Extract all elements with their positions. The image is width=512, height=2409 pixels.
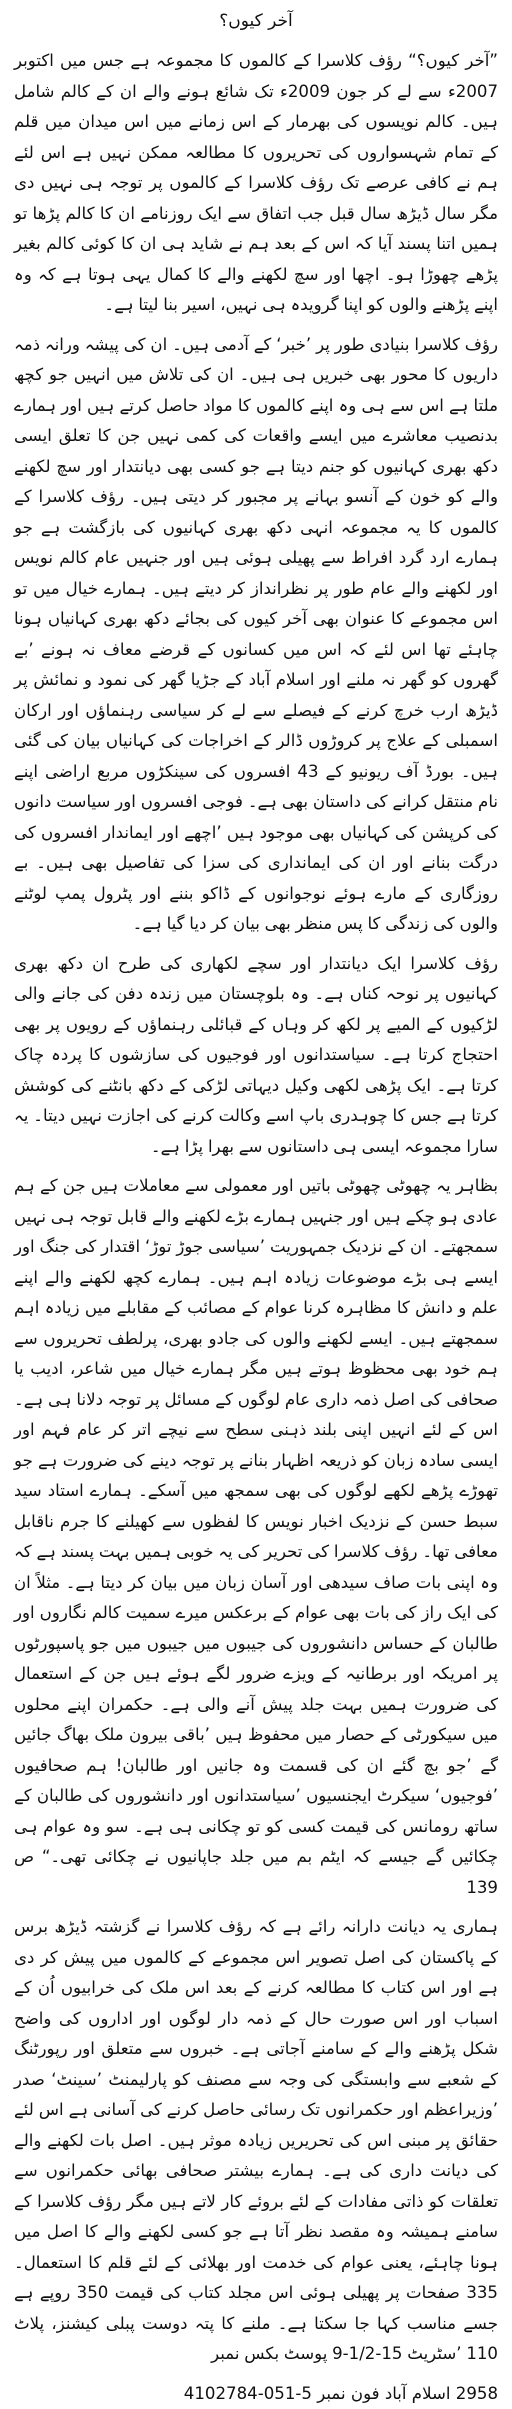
publisher-contact-line: 2958 اسلام آباد فون نمبر 5-051-4102784 bbox=[14, 2379, 498, 2409]
paragraph-honest-writer: رؤف کلاسرا ایک دیانتدار اور سچے لکھاری کی طرح ان دکھ بھری کہانیوں پر نوحہ کناں ہے۔ وہ بلوچستان میں زندہ دفن کی جانے والی لڑکیوں کے المیے پر لکھ کر وہاں کے قبائلی رہنماؤں کے رویوں پر بھی احتجاج کرتا ہے۔ سیاستدانوں اور فوجیوں کی سازشوں کا پردہ چاک کرتا ہے۔ ایک پڑھی لکھی وکیل دیہاتی لڑکی کے دکھ بانٹنے کی کوشش کرتا ہے جس کا چوہدری باپ اسے وکالت کرنے کی اجازت نہیں دیتا۔ یہ سارا مجموعہ ایسی ہی داستانوں سے بھرا پڑا ہے۔ bbox=[14, 949, 498, 1163]
paragraph-small-matters: بظاہر یہ چھوٹی چھوٹی باتیں اور معمولی سے معاملات ہیں جن کے ہم عادی ہو چکے ہیں اور جنہیں ہمارے بڑے لکھنے والے قابل توجہ ہی نہیں سمجھتے۔ ان کے نزدیک جمہوریت ’سیاسی جوڑ توڑ‘ اقتدار کی جنگ اور ایسے ہی بڑے موضوعات زیادہ اہم ہیں۔ ہمارے کچھ لکھنے والے اپنے علم و دانش کا مظاہرہ کرنا عوام کے مصائب کے مقابلے میں زیادہ اہم سمجھتے ہیں۔ ایسے لکھنے والوں کی جادو بھری، پرلطف تحریروں سے ہم خود بھی محظوظ ہوتے ہیں مگر ہمارے خیال میں شاعر، ادیب یا صحافی کی اصل ذمہ داری عام لوگوں کے مسائل پر توجہ دلانا ہی ہے۔ اس کے لئے انہیں اپنی بلند ذہنی سطح سے نیچے اتر کر عام فہم اور ایسی سادہ زبان کو ذریعہ اظہار بنانے پر توجہ دینے کی ضرورت ہے جو تھوڑے پڑھے لکھے لوگوں کی بھی سمجھ میں آسکے۔ ہمارے استاد سید سبط حسن کے نزدیک اخبار نویس کا لفظوں سے کھیلنے کا جرم ناقابل معافی تھا۔ رؤف کلاسرا کی تحریر کی یہ خوبی ہمیں بہت پسند ہے کہ وہ اپنی بات صاف سیدھی اور آسان زبان میں بیان کر دیتا ہے۔ مثلاً ان کی ایک راز کی بات بھی عوام کے برعکس میرے سمیت کالم نگاروں اور طالبان کے حساس دانشوروں کی جیبوں میں جیبوں میں جو پاسپورٹوں پر امریکہ اور برطانیہ کے ویزے ضرور لگے ہوئے ہیں جن کے استعمال کی ضرورت ہمیں بہت جلد پیش آنے والی ہے۔ حکمران اپنے محلوں میں سیکورٹی کے حصار میں محفوظ ہیں ’باقی بیرون ملک بھاگ جائیں گے ’جو بچ گئے ان کی قسمت وہ جانیں اور طالبان! ہم صحافیوں ’فوجیوں‘ سیکرٹ ایجنسیوں ’سیاستدانوں اور دانشوروں کی طالبان کے ساتھ رومانس کی قیمت کسی کو تو چکانی ہی ہے۔ سو وہ عوام ہی چکائیں گے جیسے کہ ایٹم بم میں جلد جاپانیوں نے چکائی تھی۔“ ص 139 bbox=[14, 1171, 498, 1903]
paragraph-intro: ”آخر کیوں؟“ رؤف کلاسرا کے کالموں کا مجموعہ ہے جس میں اکتوبر 2007ء سے لے کر جون 2009ء تک شائع ہونے والے ان کے کالم شامل ہیں۔ کالم نویسوں کی بھرمار کے اس زمانے میں اس میدان میں قلم کے تمام شہسواروں کی تحریروں کا مطالعہ ممکن نہیں ہے اس لئے ہم نے کافی عرصے تک رؤف کلاسرا کے کالموں پر توجہ ہی نہیں دی مگر سال ڈیڑھ سال قبل جب اتفاق سے ایک روزنامے ان کا کالم پڑھا تو ہمیں اتنا پسند آیا کہ اس کے بعد ہم نے شاید ہی ان کا کوئی کالم بغیر پڑھے چھوڑا ہو۔ اچھا اور سچ لکھنے والے کا کمال یہی ہوتا ہے کہ وہ اپنے پڑھنے والوں کو اپنا گرویدہ ہی نہیں، اسیر بنا لیتا ہے۔ bbox=[14, 46, 498, 321]
paragraph-opinion-and-publisher: ہماری یہ دیانت دارانہ رائے ہے کہ رؤف کلاسرا نے گزشتہ ڈیڑھ برس کے پاکستان کی اصل تصویر اس مجموعے کے کالموں میں پیش کر دی ہے اور اس کتاب کا مطالعہ کرنے کے بعد اس ملک کی خرابیوں اُن کے اسباب اور اس صورت حال کے ذمہ دار لوگوں اور اداروں کی واضح شکل پڑھنے والے کے سامنے آجاتی ہے۔ خبروں سے متعلق اور رپورٹنگ کے شعبے سے وابستگی کی وجہ سے مصنف کو پارلیمنٹ ’سینٹ‘ صدر ’وزیراعظم اور حکمرانوں تک رسائی حاصل کرنے کی آسانی ہے اس لئے حقائق پر مبنی اس کی تحریریں زیادہ موثر ہیں۔ اصل بات لکھنے والے کی دیانت داری کی ہے۔ ہمارے بیشتر صحافی بھائی حکمرانوں سے تعلقات کو ذاتی مفادات کے لئے بروئے کار لاتے ہیں مگر رؤف کلاسرا کے سامنے ہمیشہ وہ مقصد نظر آتا ہے جو کسی لکھنے والے کا اصل میں ہونا چاہئے، یعنی عوام کی خدمت اور بھلائی کے لئے قلم کا استعمال۔ 335 صفحات پر پھیلی ہوئی اس مجلد کتاب کی قیمت 350 روپے ہے جسے مناسب کہا جا سکتا ہے۔ ملنے کا پتہ دوست پبلی کیشنز، پلاٹ 110 ’سٹریٹ 15-1/2-9 پوسٹ بکس نمبر bbox=[14, 1912, 498, 2370]
article-body bbox=[14, 46, 498, 2409]
paragraph-news-background: رؤف کلاسرا بنیادی طور پر ’خبر‘ کے آدمی ہیں۔ ان کی پیشہ ورانہ ذمہ داریوں کا محور بھی خبریں ہی ہیں۔ ان کی تلاش میں انہیں جو کچھ ملتا ہے اس سے ہی وہ اپنے کالموں کا مواد حاصل کرتے ہیں اور ہمارے بدنصیب معاشرے میں ایسے واقعات کی کمی نہیں جن کا تعلق ایسی دکھ بھری کہانیوں کو جنم دیتا ہے جو کسی بھی دیانتدار اور سچ لکھنے والے کو خون کے آنسو بہانے پر مجبور کر دیتی ہیں۔ رؤف کلاسرا کے کالموں کا یہ مجموعہ انہی دکھ بھری کہانیوں کی بازگشت ہے جو ہمارے ارد گرد افراط سے پھیلی ہوئی ہیں اور جنہیں عام کالم نویس اور لکھنے والے عام طور پر نظرانداز کر دیتے ہیں۔ ہمارے خیال میں تو اس مجموعے کا عنوان بھی آخر کیوں کی بجائے دکھ بھری کہانیاں ہونا چاہئے تھا اس لئے کہ اس میں کسانوں کے قرضے معاف نہ ہونے ’بے گھروں کو گھر نہ ملنے اور اسلام آباد کے جڑیا گھر کی نمود و نمائش پر ڈیڑھ ارب خرچ کرنے کے فیصلے سے لے کر سیاسی رہنماؤں اور ارکان اسمبلی کے علاج پر کروڑوں ڈالر کے اخراجات کی کہانیاں بیان کی گئی ہیں۔ بورڈ آف ریونیو کے 43 افسروں کی سینکڑوں مربع اراضی اپنے نام منتقل کرانے کی داستان بھی ہے۔ فوجی افسروں اور سیاست دانوں کی کرپشن کی کہانیاں بھی موجود ہیں ’اچھے اور ایماندار افسروں کی درگت بنانے اور ان کی ایمانداری کی سزا کی تفاصیل بھی ہیں۔ بے روزگاری کے مارے ہوئے نوجوانوں کے ڈاکو بننے اور پٹرول پمپ لوٹنے والوں کی زندگی کا پس منظر بھی بیان کر دیا گیا ہے۔ bbox=[14, 330, 498, 940]
column-title: آخر کیوں؟ bbox=[14, 10, 498, 32]
